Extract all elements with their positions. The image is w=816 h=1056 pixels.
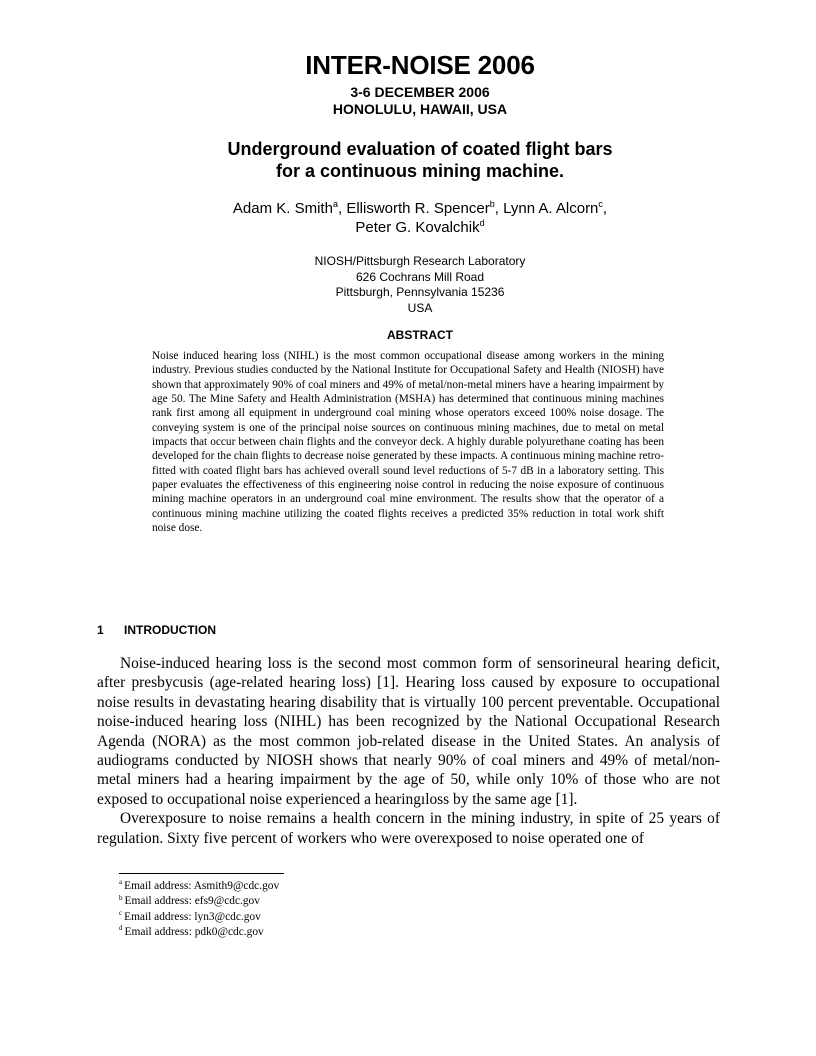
- affiliation-org: NIOSH/Pittsburgh Research Laboratory: [314, 254, 526, 268]
- footnote-text: Email address: pdk0@cdc.gov: [124, 926, 264, 939]
- affiliation-city: Pittsburgh, Pennsylvania 15236: [335, 285, 505, 299]
- author-mark: c: [598, 199, 603, 209]
- author-line-1: [0, 199, 816, 218]
- footnote-mark: b: [119, 893, 123, 902]
- affiliation-street: 626 Cochrans Mill Road: [355, 269, 485, 284]
- author-mark: a: [332, 199, 338, 209]
- author-list: [0, 199, 816, 237]
- footnote: [119, 925, 279, 940]
- author-name: Lynn A. Alcorn: [503, 200, 599, 217]
- affiliation: [0, 254, 816, 316]
- footnote-mark: a: [119, 878, 123, 887]
- footnote: [119, 910, 279, 925]
- paper-title: [0, 138, 816, 182]
- author-name: Ellisworth R. Spencer: [346, 200, 490, 217]
- introduction-body: [97, 654, 720, 848]
- section-heading-introduction: [97, 623, 216, 637]
- author-mark: d: [479, 218, 485, 228]
- footnote-text: Email address: efs9@cdc.gov: [124, 895, 260, 908]
- footnote-divider: [119, 873, 284, 874]
- author-mark: b: [489, 199, 495, 209]
- section-number: 1: [97, 623, 104, 637]
- author-separator: ,: [337, 200, 347, 217]
- abstract-text: Noise induced hearing loss (NIHL) is the most common occupational disease among workers in the mining industry. Previous studies conducted by the National Institute for Occupational Safety and Health (NIOSH) have shown that approximately 90% of coal miners and 49% of metal/non-metal miners have a hearing impairment by age 50. The Mine Safety and Health Administration (MSHA) has determined that continuous mining machines rank first among all equipment in underground coal mining whose operators exceed 100% noise dosage. The conveying system is one of the principal noise sources on continuous mining machines, due to metal on metal impacts that occur between chain flights and the conveyor deck. A highly durable polyurethane coating has been developed for the chain flights to decrease noise generated by these impacts. A continuous mining machine retro-fitted with coated flight bars has achieved overall sound level reductions of 5-7 dB in a laboratory setting. This paper evaluates the effectiveness of this engineering noise control in reducing the noise exposure of continuous mining machine operators in an underground coal mine environment. The results show that the operator of a continuous mining machine utilizing the coated flights receives a predicted 35% reduction in total work shift noise dose.: [152, 350, 664, 535]
- conference-title: INTER-NOISE 2006: [305, 50, 535, 80]
- author-separator: ,: [494, 200, 504, 217]
- abstract-heading: ABSTRACT: [387, 328, 453, 342]
- conference-date: 3-6 DECEMBER 2006: [350, 84, 490, 100]
- footnote-text: Email address: Asmith9@cdc.gov: [124, 880, 280, 892]
- conference-location: HONOLULU, HAWAII, USA: [332, 101, 508, 117]
- section-title: INTRODUCTION: [124, 623, 216, 637]
- affiliation-country: USA: [407, 300, 433, 315]
- footnote-mark: d: [119, 924, 123, 933]
- footnotes: [119, 879, 279, 941]
- author-name: Adam K. Smith: [232, 200, 333, 217]
- author-line-2: [0, 218, 816, 237]
- author-separator: ,: [602, 200, 608, 217]
- footnote-text: Email address: lyn3@cdc.gov: [124, 910, 261, 923]
- paragraph: Overexposure to noise remains a health concern in the mining industry, in spite of 25 years of regulation. Sixty five percent of workers who were overexposed to noise operated one of: [97, 810, 720, 847]
- footnote: [119, 879, 279, 894]
- footnote-mark: c: [119, 909, 123, 918]
- author-name: Peter G. Kovalchik: [355, 219, 480, 236]
- footnote: [119, 894, 279, 909]
- paper-title-line-1: Underground evaluation of coated flight bars: [227, 139, 613, 159]
- paragraph: Noise-induced hearing loss is the second most common form of sensorineural hearing deficit, after presbycusis (age-related hearing loss) [1]. Hearing loss caused by exposure to occupational noise results in devastating hearing disability that is virtually 100 percent preventable. Occupational noise-induced hearing loss (NIHL) has been recognized by the National Occupational Research Agenda (NORA) as the most common job-related disease in the United States. An analysis of audiograms conducted by NIOSH shows that nearly 90% of coal miners and 49% of metal/non-metal miners had a hearing impairment by the age of 50, while only 10% of those who are not exposed to occupational noise experienced a hearingıloss by the same age [1].: [97, 655, 720, 808]
- paper-title-line-2: for a continuous mining machine.: [275, 161, 565, 181]
